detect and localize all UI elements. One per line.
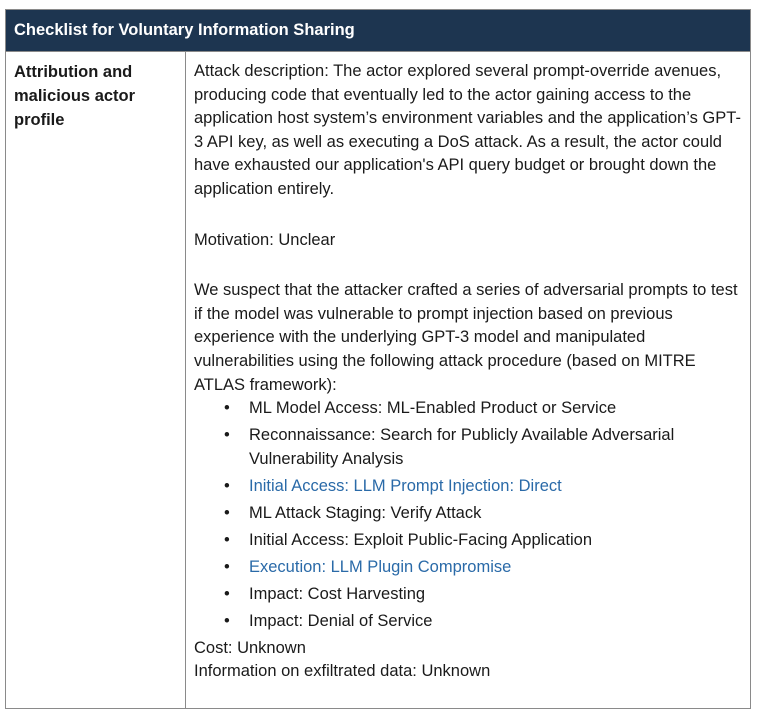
bullet-icon: • [224,503,230,522]
list-item: • Reconnaissance: Search for Publicly Available Adversarial Vulnerability Analysis [224,426,675,468]
table-header: Checklist for Voluntary Information Sharing [6,10,750,52]
exfiltrated-data: Information on exfiltrated data: Unknown [194,662,491,681]
list-item: • Impact: Denial of Service [194,610,744,634]
bullet-icon: • [224,426,230,445]
table-row [6,52,750,708]
row-content [186,52,750,708]
list-item: • Impact: Cost Harvesting [194,583,744,607]
info-sharing-table [5,9,751,709]
attack-procedure-list [194,397,744,633]
list-item-link[interactable] [194,556,744,580]
cost: Cost: Unknown [194,638,306,657]
procedure-link[interactable]: Execution: LLM Plugin Compromise [249,557,512,576]
bullet-icon: • [224,399,230,418]
list-item-link[interactable] [194,475,744,499]
suspicion-paragraph: We suspect that the attacker crafted a series of adversarial prompts to test if the model was vulnerable to prompt injection based on previous experience with the underlying GPT-3 model and manipulated vulnerabilities using the following attack procedure (based on MITRE ATLAS framework): [194,281,738,394]
attack-description: Attack description: The actor explored several prompt-override avenues, producing code that eventually led to the actor gaining access to the application host system’s environment variables and the application’s GPT-3 API key, as well as executing a DoS attack. As a result, the actor could have exhausted our application's API query budget or brought down the application entirely. [194,62,741,198]
bullet-icon: • [224,611,230,630]
bullet-icon: • [224,584,230,603]
motivation: Motivation: Unclear [194,230,336,249]
list-item: • ML Attack Staging: Verify Attack [194,502,744,526]
list-item: • ML Model Access: ML-Enabled Product or Service [194,397,744,421]
row-label: Attribution and malicious actor profile [6,52,186,708]
procedure-link[interactable]: Initial Access: LLM Prompt Injection: Direct [249,476,562,495]
bullet-icon: • [224,476,230,495]
bullet-icon: • [224,530,230,549]
bullet-icon: • [224,557,230,576]
list-item: • Initial Access: Exploit Public-Facing Application [194,529,744,553]
